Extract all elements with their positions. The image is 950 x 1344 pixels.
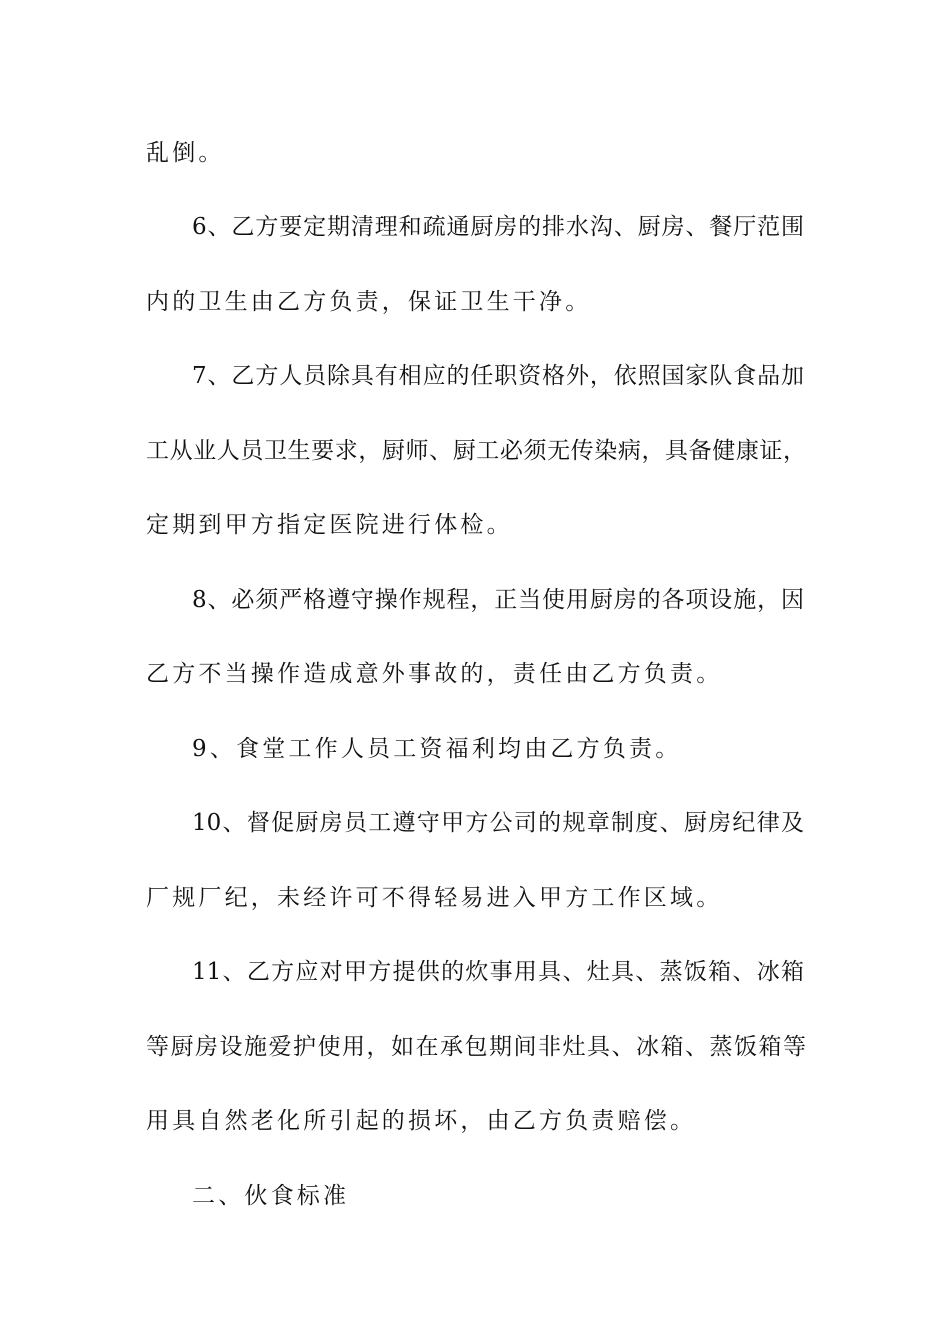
clause-10-line-1: 10、督促厨房员工遵守甲方公司的规章制度、厨房纪律及 <box>192 810 804 836</box>
clause-6-line-2: 内的卫生由乙方负责，保证卫生干净。 <box>146 289 592 315</box>
clause-11-line-3: 用具自然老化所引起的损坏，由乙方负责赔偿。 <box>146 1108 697 1134</box>
clause-11-line-2: 等厨房设施爱护使用，如在承包期间非灶具、冰箱、蒸饭箱等 <box>146 1034 806 1060</box>
clause-11-line-1: 11、乙方应对甲方提供的炊事用具、灶具、蒸饭箱、冰箱 <box>192 959 804 985</box>
clause-8-line-1: 8、必须严格遵守操作规程，正当使用厨房的各项设施，因 <box>192 587 804 613</box>
clause-9-line-1: 9、食堂工作人员工资福利均由乙方负责。 <box>192 736 682 762</box>
clause-7-line-2: 工从业人员卫生要求，厨师、厨工必须无传染病，具备健康证， <box>146 438 806 464</box>
clause-10-line-2: 厂规厂纪，未经许可不得轻易进入甲方工作区域。 <box>146 885 723 911</box>
section-heading: 二、伙食标准 <box>192 1183 350 1209</box>
clause-7-line-1: 7、乙方人员除具有相应的任职资格外，依照国家队食品加 <box>192 363 804 389</box>
clause-7-line-3: 定期到甲方指定医院进行体检。 <box>146 512 513 538</box>
clause-6-line-1: 6、乙方要定期清理和疏通厨房的排水沟、厨房、餐厅范围 <box>192 214 804 240</box>
text-line: 乱倒。 <box>146 140 225 166</box>
clause-8-line-2: 乙方不当操作造成意外事故的，责任由乙方负责。 <box>146 661 723 687</box>
